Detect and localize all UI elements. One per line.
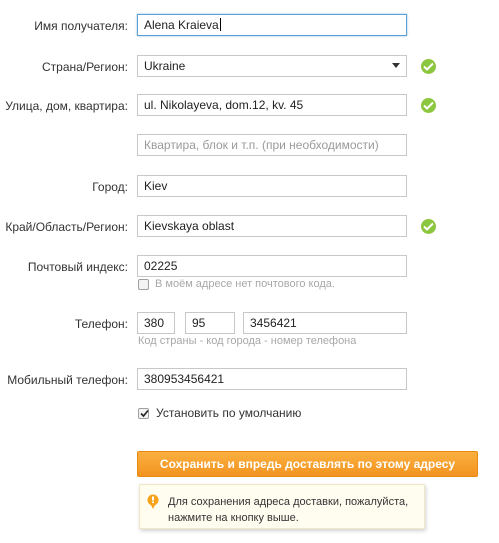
phone-label: Телефон: [74, 317, 128, 331]
save-address-button[interactable]: Сохранить и впредь доставлять по этому адресу [137, 451, 478, 477]
no-postal-checkbox[interactable] [138, 279, 149, 290]
city-label: Город: [92, 180, 128, 194]
phone-hint: Код страны - код города - номер телефона [138, 335, 357, 347]
city-input[interactable] [137, 175, 407, 197]
info-pin-icon [147, 494, 159, 510]
check-circle-icon [421, 59, 436, 74]
phone-city-code-value: 95 [192, 316, 206, 330]
country-value: Ukraine [144, 59, 186, 73]
address2-input[interactable] [137, 134, 407, 156]
phone-number-input[interactable] [243, 312, 407, 334]
postal-label: Почтовый индекс: [27, 260, 128, 274]
phone-city-code-input[interactable] [185, 312, 235, 334]
city-value: Kiev [144, 179, 168, 193]
save-hint-tooltip [139, 484, 425, 529]
save-hint-text [168, 494, 408, 526]
recipient-input[interactable] [137, 14, 407, 36]
no-postal-label: В моём адресе нет почтового кода. [155, 278, 335, 290]
recipient-value: Alena Kraieva [144, 18, 219, 32]
street-label: Улица, дом, квартира: [5, 99, 128, 113]
postal-value: 02225 [144, 259, 178, 273]
mobile-input[interactable] [137, 368, 407, 390]
check-circle-icon [421, 98, 436, 113]
mobile-value: 380953456421 [144, 372, 225, 386]
postal-input[interactable] [137, 255, 407, 277]
phone-number-value: 3456421 [250, 316, 297, 330]
region-input[interactable] [137, 215, 407, 237]
save-hint-line1: Для сохранения адреса доставки, пожалуйста, [168, 496, 409, 508]
region-label: Край/Область/Регион: [5, 220, 128, 234]
save-hint-line2: нажмите на кнопку выше. [168, 512, 299, 524]
dropdown-arrow-icon [392, 63, 400, 68]
street-input[interactable] [137, 94, 407, 116]
default-address-checkbox[interactable] [138, 408, 149, 419]
phone-country-code-value: 380 [144, 316, 165, 330]
region-value: Kievskaya oblast [144, 219, 235, 233]
text-caret [220, 18, 221, 31]
country-select[interactable] [137, 55, 407, 77]
recipient-label: Имя получателя: [34, 19, 128, 33]
checkmark-icon [140, 409, 149, 418]
street-value: ul. Nikolayeva, dom.12, kv. 45 [144, 98, 304, 112]
phone-country-code-input[interactable] [137, 312, 175, 334]
check-circle-icon [421, 219, 436, 234]
default-address-label: Установить по умолчанию [156, 406, 302, 420]
mobile-label: Мобильный телефон: [7, 373, 128, 387]
country-label: Страна/Регион: [41, 60, 128, 74]
address2-placeholder: Квартира, блок и т.п. (при необходимости) [144, 138, 379, 152]
